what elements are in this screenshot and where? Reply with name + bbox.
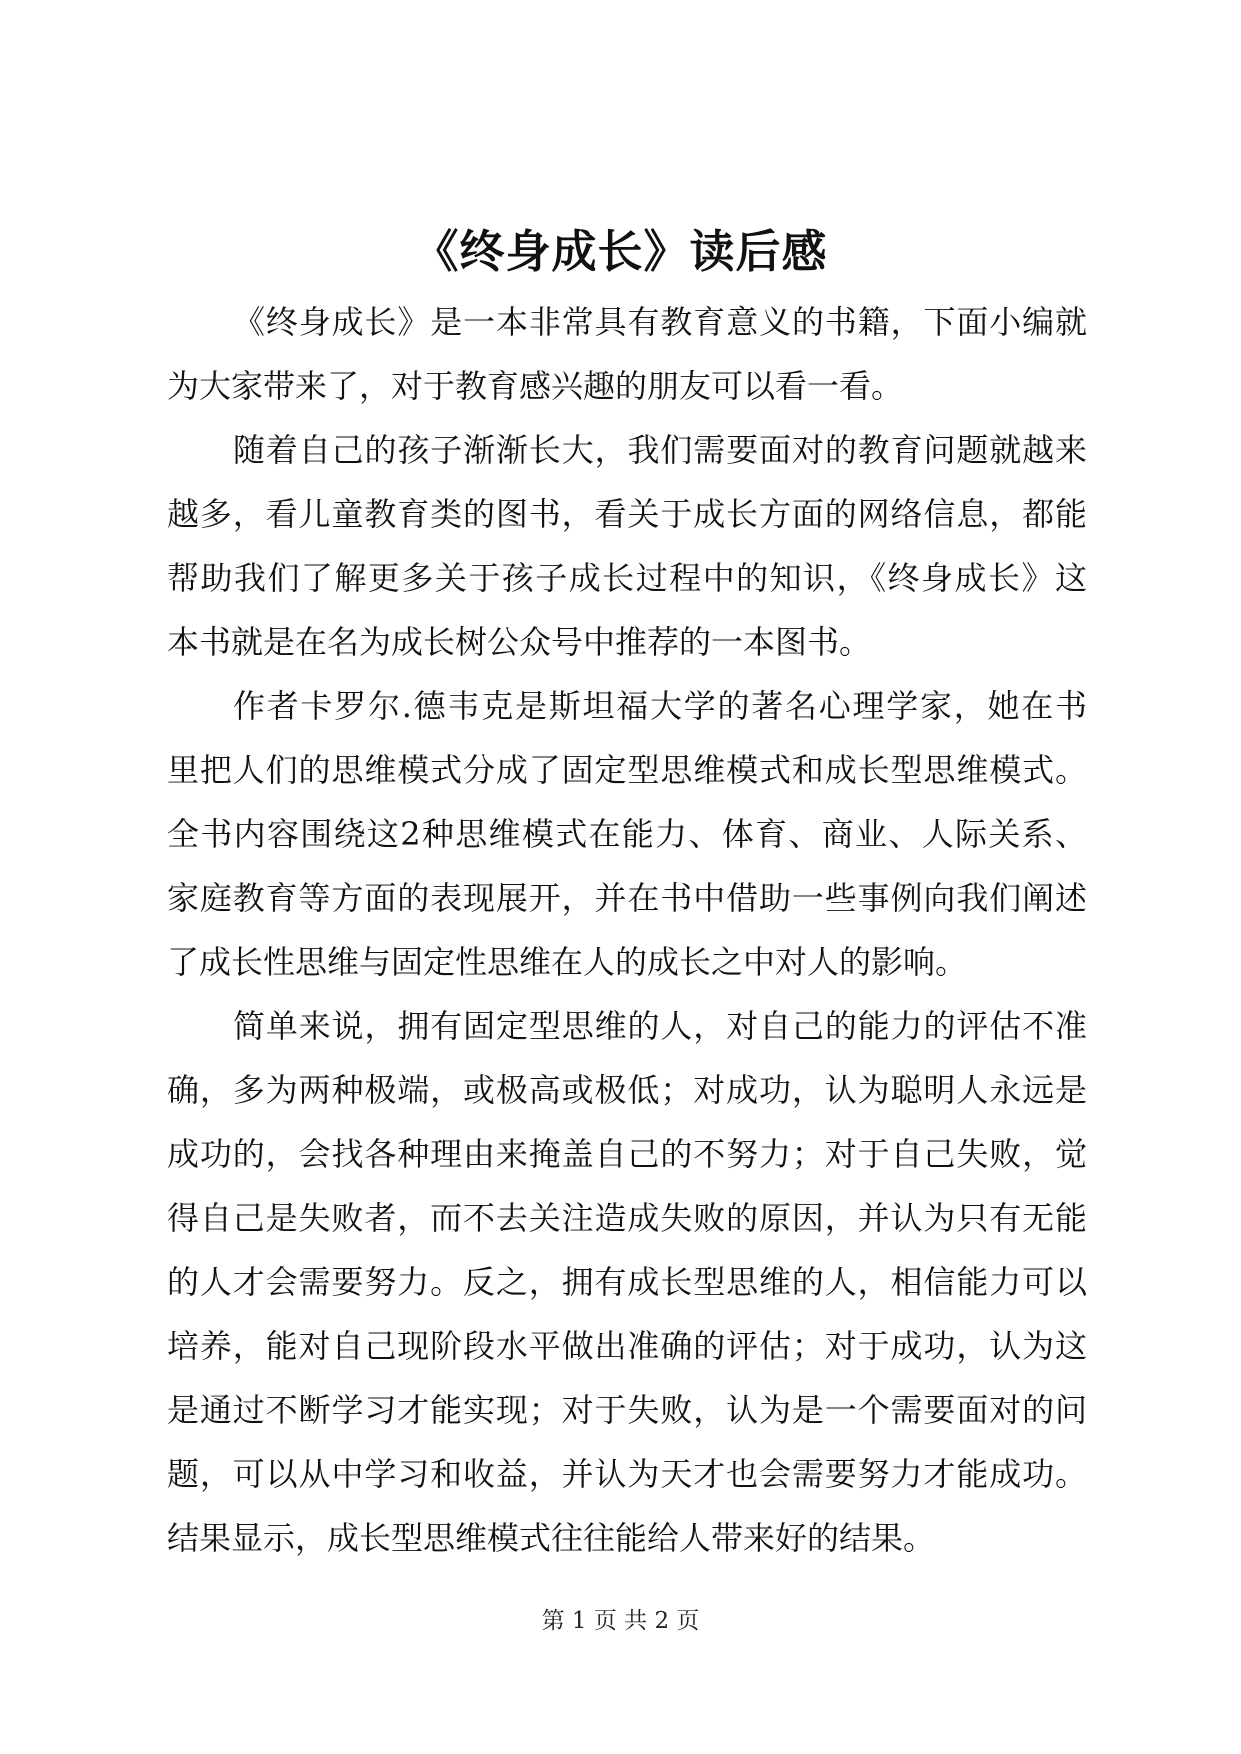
paragraph-line: 家庭教育等方面的表现展开，并在书中借助一些事例向我们阐述 (167, 879, 1087, 917)
paragraph-line: 本书就是在名为成长树公众号中推荐的一本图书。 (167, 623, 872, 661)
paragraph-line: 越多，看儿童教育类的图书，看关于成长方面的网络信息，都能 (167, 495, 1087, 533)
paragraph-line: 了成长性思维与固定性思维在人的成长之中对人的影响。 (167, 943, 968, 981)
paragraph-line: 简单来说，拥有固定型思维的人，对自己的能力的评估不准 (233, 1007, 1087, 1045)
paragraph-line: 得自己是失败者，而不去关注造成失败的原因，并认为只有无能 (167, 1199, 1087, 1237)
paragraph-line: 帮助我们了解更多关于孩子成长过程中的知识，《终身成长》这 (167, 559, 1087, 597)
paragraph-line: 全书内容围绕这2种思维模式在能力、体育、商业、人际关系、 (167, 815, 1087, 853)
page-number-footer: 第 1 页 共 2 页 (541, 1608, 700, 1634)
paragraph-line: 的人才会需要努力。反之，拥有成长型思维的人，相信能力可以 (167, 1263, 1087, 1301)
paragraph-line: 确，多为两种极端，或极高或极低；对成功，认为聪明人永远是 (167, 1071, 1087, 1109)
paragraph-line: 题，可以从中学习和收益，并认为天才也会需要努力才能成功。 (167, 1455, 1087, 1493)
paragraph-line: 随着自己的孩子渐渐长大，我们需要面对的教育问题就越来 (233, 431, 1087, 469)
paragraph-3 (167, 674, 1087, 994)
paragraph-line: 成功的，会找各种理由来掩盖自己的不努力；对于自己失败，觉 (167, 1135, 1087, 1173)
paragraph-line: 里把人们的思维模式分成了固定型思维模式和成长型思维模式。 (167, 751, 1087, 789)
paragraph-line: 结果显示，成长型思维模式往往能给人带来好的结果。 (167, 1519, 936, 1557)
paragraph-line: 《终身成长》是一本非常具有教育意义的书籍，下面小编就 (233, 303, 1087, 341)
paragraph-4 (167, 994, 1087, 1570)
paragraph-2 (167, 418, 1087, 674)
document-title: 《终身成长》读后感 (413, 225, 828, 278)
document-body (167, 290, 1087, 1570)
paragraph-line: 培养，能对自己现阶段水平做出准确的评估；对于成功，认为这 (167, 1327, 1087, 1365)
paragraph-line: 是通过不断学习才能实现；对于失败，认为是一个需要面对的问 (167, 1391, 1087, 1429)
paragraph-line: 作者卡罗尔.德韦克是斯坦福大学的著名心理学家，她在书 (233, 687, 1087, 725)
paragraph-line: 为大家带来了，对于教育感兴趣的朋友可以看一看。 (167, 367, 904, 405)
paragraph-1 (167, 290, 1087, 418)
